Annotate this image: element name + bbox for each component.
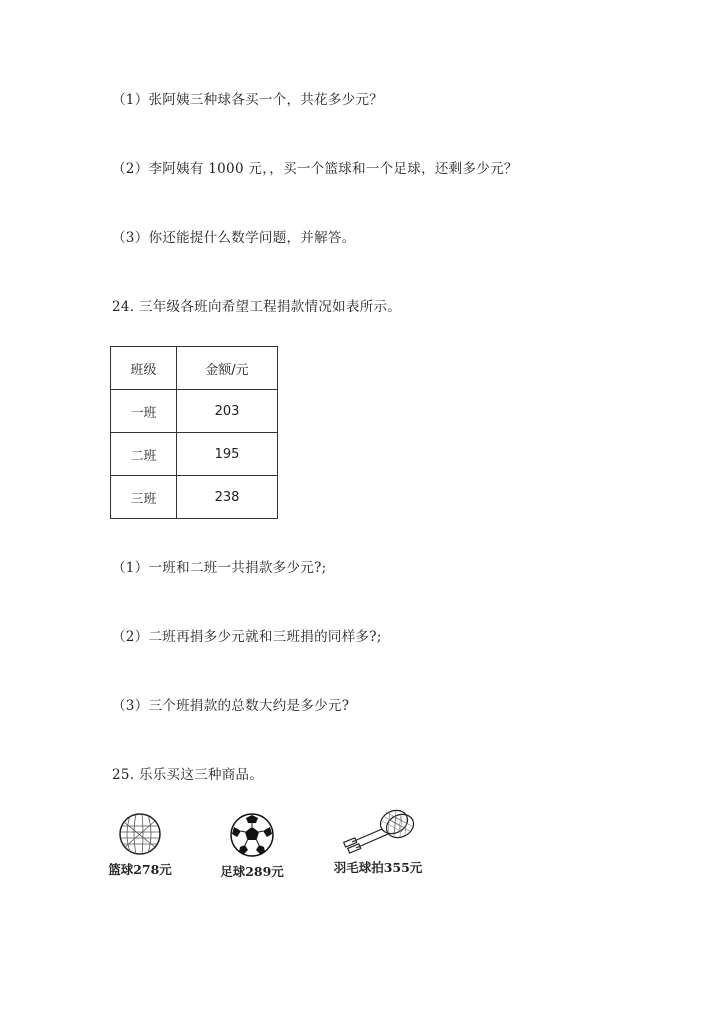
q23-sub1: （1）张阿姨三种球各买一个，共花多少元？: [112, 92, 384, 108]
header-class: 班级: [111, 347, 177, 390]
q23-sub3: （3）你还能提什么数学问题，并解答。: [112, 230, 356, 246]
donation-table: [110, 346, 278, 519]
soccer-ball-icon: [229, 812, 275, 858]
soccer-ball-caption: 足球289元: [220, 864, 284, 879]
q24-sub2: （2）二班再捐多少元就和三班捐的同样多?;: [112, 629, 382, 645]
q23-sub2: （2）李阿姨有 1000 元，，买一个篮球和一个足球，还剩多少元？: [112, 161, 518, 177]
cell-class: 一班: [111, 390, 177, 433]
q25-title: 25. 乐乐买这三种商品。: [112, 767, 264, 783]
cell-class: 二班: [111, 433, 177, 476]
q24-sub1: （1）一班和二班一共捐款多少元?;: [112, 560, 327, 576]
badminton-racket-caption: 羽毛球拍355元: [333, 860, 423, 875]
product-badminton-racket: [328, 806, 428, 876]
cell-class: 三班: [111, 476, 177, 519]
cell-amount: 238: [177, 476, 278, 519]
table-header-row: [111, 347, 278, 390]
cell-amount: 203: [177, 390, 278, 433]
q24-sub3: （3）三个班捐款的总数大约是多少元?: [112, 698, 350, 714]
table-row: [111, 433, 278, 476]
product-basketball: [105, 812, 175, 878]
q24-title: 24. 三年级各班向希望工程捐款情况如表所示。: [112, 299, 402, 315]
product-soccer-ball: [217, 812, 287, 880]
cell-amount: 195: [177, 433, 278, 476]
table-row: [111, 476, 278, 519]
table-row: [111, 390, 278, 433]
header-amount: 金额/元: [177, 347, 278, 390]
basketball-caption: 篮球278元: [108, 862, 172, 877]
basketball-icon: [118, 812, 162, 856]
badminton-racket-icon: [338, 806, 418, 854]
